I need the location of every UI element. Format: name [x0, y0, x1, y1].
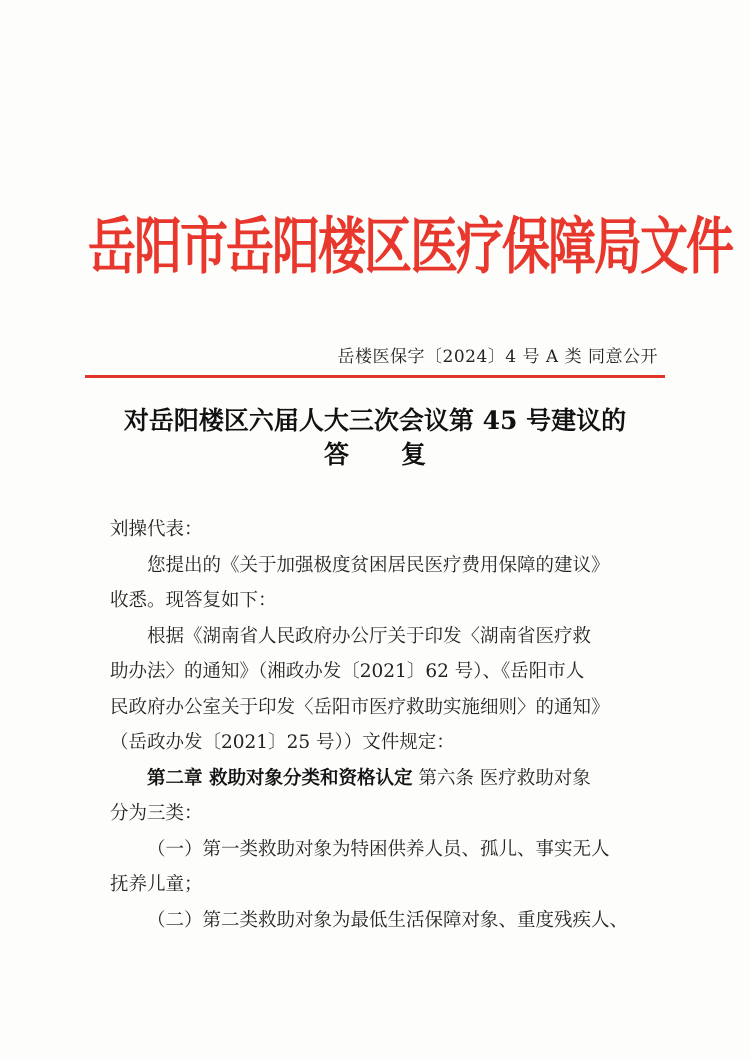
document-title	[85, 404, 665, 472]
paragraph-5-line-1: （二）第二类救助对象为最低生活保障对象、重度残疾人、	[147, 909, 629, 931]
paragraph-2-line-3: 民政府办公室关于印发〈岳阳市医疗救助实施细则〉的通知》	[110, 696, 610, 718]
paragraph-4-line-2: 抚养儿童；	[110, 874, 203, 895]
paragraph-1-line-1: 您提出的《关于加强极度贫困居民医疗费用保障的建议》	[147, 554, 610, 576]
paragraph-2-line-4: （岳政办发〔2021〕25 号））文件规定：	[110, 732, 455, 753]
red-separator-line	[85, 375, 665, 378]
article-text: 第六条 医疗救助对象	[412, 767, 591, 789]
paragraph-1-line-2: 收悉。现答复如下：	[110, 590, 277, 611]
paragraph-2-line-1: 根据《湖南省人民政府办公厅关于印发〈湖南省医疗救	[147, 625, 592, 647]
salutation: 刘操代表：	[110, 519, 203, 540]
document-number: 岳楼医保字〔2024〕4 号 A 类 同意公开	[337, 347, 658, 367]
paragraph-3-line-2: 分为三类：	[110, 803, 203, 824]
title-line-2: 答复	[323, 440, 478, 469]
chapter-heading: 第二章 救助对象分类和资格认定	[147, 767, 413, 789]
paragraph-4-line-1: （一）第一类救助对象为特困供养人员、孤儿、事实无人	[147, 838, 610, 860]
document-body	[110, 512, 640, 938]
document-masthead: 岳阳市岳阳楼区医疗保障局文件	[88, 211, 733, 283]
paragraph-2-line-2: 助办法〉的通知》（湘政办发〔2021〕62 号）、《岳阳市人	[110, 661, 585, 682]
paragraph-3-line-1	[110, 761, 640, 797]
title-line-1: 对岳阳楼区六届人大三次会议第 45 号建议的	[123, 406, 627, 435]
